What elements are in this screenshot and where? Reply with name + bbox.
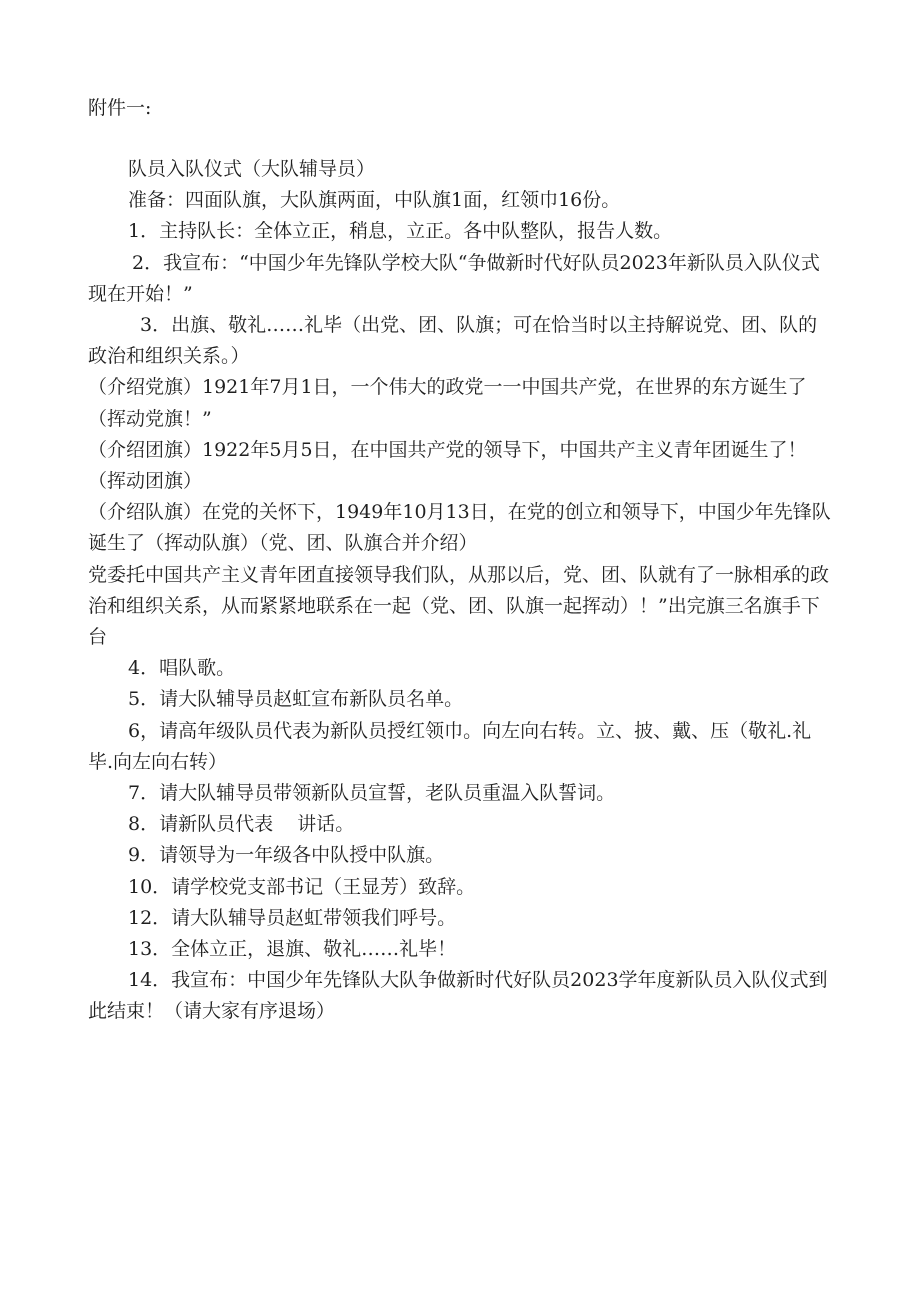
- paragraph-step-14: 14．我宣布：中国少年先锋队大队争做新时代好队员2023学年度新队员入队仪式到此结束！（请大家有序退场）: [88, 969, 828, 1023]
- paragraph-step-13: 13．全体立正，退旗、敬礼……礼毕！: [128, 938, 457, 961]
- paragraph-step-2: 2．我宣布：“中国少年先锋队学校大队“争做新时代好队员2023年新队员入队仪式现在开始！”: [88, 251, 820, 305]
- paragraph-preparation: 准备：四面队旗，大队旗两面，中队旗1面，红领巾16份。: [128, 189, 621, 212]
- paragraph-step-1: 1．主持队长：全体立正，稍息，立正。各中队整队，报告人数。: [128, 220, 673, 243]
- paragraph-step-12: 12．请大队辅导员赵虹带领我们呼号。: [128, 906, 457, 929]
- paragraph-step-3: 3．出旗、敬礼……礼毕（出党、团、队旗；可在恰当时以主持解说党、团、队的政治和组织关系。）: [88, 314, 818, 368]
- paragraph-step-8: 8．请新队员代表 讲话。: [128, 813, 355, 836]
- paragraph-team-flag: （介绍队旗）在党的关怀下，1949年10月13日，在党的创立和领导下，中国少年先锋队诞生了（挥动队旗）（党、团、队旗合并介绍）: [88, 501, 831, 555]
- paragraph-step-4: 4．唱队歌。: [128, 657, 236, 680]
- paragraph-step-10: 10．请学校党支部书记（王显芳）致辞。: [128, 875, 476, 898]
- attachment-label: 附件一:: [88, 97, 152, 119]
- paragraph-league-flag: （介绍团旗）1922年5月5日，在中国共产党的领导下，中国共产主义青年团诞生了！（挥动团旗）: [88, 438, 807, 493]
- paragraph-step-9: 9．请领导为一年级各中队授中队旗。: [128, 844, 445, 867]
- document-title: 队员入队仪式（大队辅导员）: [128, 158, 376, 180]
- document-body: [88, 154, 832, 1028]
- paragraph-step-6: 6，请高年级队员代表为新队员授红领巾。向左向右转。立、披、戴、压（敬礼.礼毕.向左向右转）: [88, 719, 812, 773]
- paragraph-step-5: 5．请大队辅导员赵虹宣布新队员名单。: [128, 688, 464, 711]
- paragraph-flags-combined: 党委托中国共产主义青年团直接领导我们队，从那以后，党、团、队就有了一脉相承的政治和组织关系，从而紧紧地联系在一起（党、团、队旗一起挥动）！”出完旗三名旗手下台: [88, 563, 830, 649]
- paragraph-step-7: 7．请大队辅导员带领新队员宣誓，老队员重温入队誓词。: [128, 782, 616, 805]
- paragraph-party-flag: （介绍党旗）1921年7月1日，一个伟大的政党一一中国共产党，在世界的东方诞生了（挥动党旗！”: [88, 376, 807, 430]
